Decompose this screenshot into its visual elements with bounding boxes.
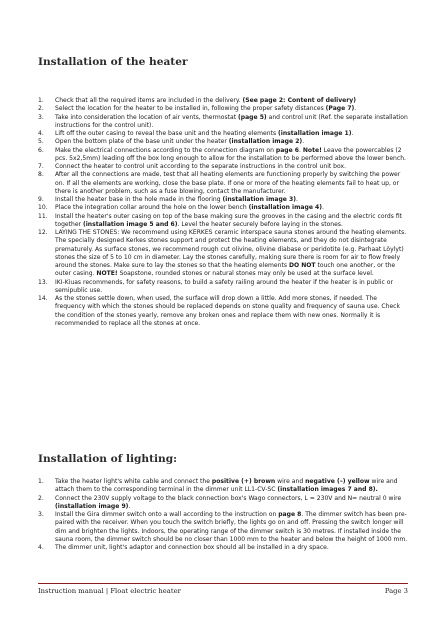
step-text-bold: page 6 (275, 146, 300, 154)
step-text: Lift off the outer casing to reveal the base unit and the heating elements (55, 130, 279, 137)
step-text: . (354, 105, 357, 113)
step-text: . The dimmer switch has been pre-paired with the receiver. When you touch the switch briefly, the lights go on and off. Pressing the switch longer will dim and brighten the lights. Indoors, the operating range of the dimmer switch is 30 metres. If installed inside the sauna room, the dimmer switch should be no closer than 1000 mm to the heater and below the height of 1000 mm. (55, 511, 408, 543)
footer-divider (38, 583, 408, 584)
step-text: IKI-Kiuas recommends, for safety reasons, to build a safety railing around the heater if the heater is in public or semipublic use. (55, 278, 393, 294)
step-text-bold: negative (–) yellow (305, 478, 370, 485)
step-number: 7. (38, 163, 44, 170)
step-text: wire and (275, 478, 306, 485)
step-number: 10. (38, 204, 48, 212)
step-text-bold: (Page 7) (325, 105, 355, 113)
step-text: touch one another, or the outer casing. (55, 262, 396, 278)
step-number: 1. (38, 478, 44, 485)
step-text: Select the location for the heater to be installed in, following the proper safety distances (55, 105, 326, 113)
step-text: . (299, 146, 303, 154)
step-number: 9. (38, 196, 44, 203)
step-number: 4. (38, 544, 44, 551)
step-number: 6. (38, 146, 44, 154)
step-text: Take into consideration the location of air vents, thermostat (55, 113, 238, 121)
step-text: Check that all the required items are included in the delivery. (55, 97, 243, 104)
step-text: . (322, 204, 324, 212)
step-number: 2. (38, 494, 44, 502)
step-text: Install the Gira dimmer switch onto a wall according to the instruction on (55, 511, 279, 518)
step-text-bold: (installation image 4) (248, 204, 323, 212)
step-text: wire and attach them to the corresponding terminal in the dimmer unit LL1-CV-SC (55, 478, 398, 494)
step-text: . (302, 138, 305, 146)
step-text: . (351, 130, 354, 137)
step-text: Connect the heater to control unit according to the separate instructions in the control unit box. (55, 163, 347, 170)
step-text-bold: DO NOT (288, 262, 316, 269)
step-text-bold: (installation image 9) (55, 502, 129, 510)
step-number: 14. (38, 295, 48, 302)
instruction-step (38, 163, 408, 171)
step-number: 4. (38, 130, 44, 137)
step-text: Install the heater's outer casing on top of the base making sure the grooves in the casing and the electric cords fit together (55, 212, 403, 228)
step-text-bold: (installation image 2) (228, 138, 303, 146)
step-text-bold: (installation image 1) (278, 130, 352, 137)
instruction-step (38, 204, 408, 212)
step-text: . (295, 196, 298, 203)
instruction-step (38, 478, 408, 495)
step-text-bold: Note! (302, 146, 322, 154)
lighting-installation-steps (38, 478, 408, 552)
section-title-lighting-installation: Installation of lighting: (38, 453, 178, 465)
instruction-step (38, 147, 408, 164)
step-text: Connect the 230V supply voltage to the black connection box's Wago connectors, L = 230V and N= neutral 0 wire (55, 494, 402, 502)
instruction-step (38, 544, 408, 552)
step-text-bold: NOTE! (96, 270, 118, 278)
instruction-step (38, 511, 408, 544)
step-text: Make the electrical connections according to the connection diagram on (55, 146, 276, 154)
instruction-step (38, 213, 408, 230)
instruction-step (38, 97, 408, 105)
step-text: As the stones settle down, when used, the surface will drop down a little. Add more stones, if needed. The frequency with which the stones should be replaced depends on stone quality and frequency of sauna use. Check the condition of the stones yearly, remove any broken ones and replace them with new ones. Normally it is recommended to replace all the stones at once. (55, 295, 400, 327)
step-text: Place the integration collar around the hole on the lower bench (55, 204, 249, 212)
step-number: 8. (38, 171, 44, 179)
step-text: LAYING THE STONES: We recommend using KERKES ceramic interspace sauna stones around the heating elements. The specially designed Kerkes stones support and protect the heating elements, and they do not disintegrate prematurely. As surface stones, we recommend rough cut olivine, olivine diabase or peridotite (e.g. Parhaat Löylyt) stones the size of 5 to 10 cm in diameter. Lay the stones carefully, making sure there is room for air to flow freely around the stones. Make sure to lay the stones so that the heating elements (55, 229, 407, 269)
instruction-step (38, 130, 408, 138)
step-number: 13. (38, 278, 48, 286)
instruction-step (38, 114, 408, 131)
heater-installation-steps (38, 97, 408, 328)
step-text: Install the heater base in the hole made in the flooring (55, 196, 223, 203)
step-text: The dimmer unit, light's adaptor and connection box should all be installed in a dry space. (55, 544, 329, 551)
instruction-step (38, 229, 408, 279)
step-text-bold: (See page 2: Content of delivery) (242, 97, 356, 104)
step-text: and control unit (Ref. the separate installation instructions for the control unit). (55, 113, 408, 129)
instruction-step (38, 295, 408, 328)
instruction-step (38, 196, 408, 204)
step-text: . (128, 502, 131, 510)
instruction-step (38, 171, 408, 196)
step-number: 12. (38, 229, 48, 236)
footer-page-number: Page 3 (384, 587, 408, 595)
step-number: 5. (38, 138, 44, 146)
step-text-bold: (installation image 3) (222, 196, 296, 203)
step-number: 3. (38, 511, 44, 518)
instruction-step (38, 105, 408, 113)
instruction-step (38, 279, 408, 296)
footer-document-title: Instruction manual | Float electric heater (38, 587, 181, 595)
step-text: Open the bottom plate of the base unit under the heater (55, 138, 229, 146)
step-text: After all the connections are made, test that all heating elements are functioning properly by switching the power on. If all the elements are working, close the base plate. If one or more of the heating elements fail to heat up, or there is another problem, such as a fuse blowing, contact the manufacturer. (55, 171, 401, 195)
instruction-step (38, 495, 408, 512)
step-number: 1. (38, 97, 44, 104)
step-text: Take the heater light's white cable and connect the (55, 478, 212, 485)
step-text: . Level the heater securely before laying in the stones. (177, 220, 343, 228)
step-number: 3. (38, 113, 44, 121)
step-text-bold: (installation image 5 and 6) (82, 220, 178, 228)
instruction-step (38, 138, 408, 146)
step-text-bold: (page 5) (238, 113, 267, 121)
step-text: Leave the powercables (2 pcs. 5x2,5mm) leading off the box long enough to allow for the installation to be performed above the lower bench. (55, 146, 406, 162)
step-text: Soapstone, rounded stones or natural stones may only be used at the surface level. (117, 270, 374, 278)
step-number: 2. (38, 105, 44, 113)
step-number: 11. (38, 212, 48, 220)
section-title-heater-installation: Installation of the heater (38, 56, 188, 68)
step-text-bold: page 8 (278, 511, 302, 518)
step-text-bold: positive (+) brown (211, 478, 276, 485)
step-text-bold: (installation images 7 and 8). (277, 486, 378, 494)
